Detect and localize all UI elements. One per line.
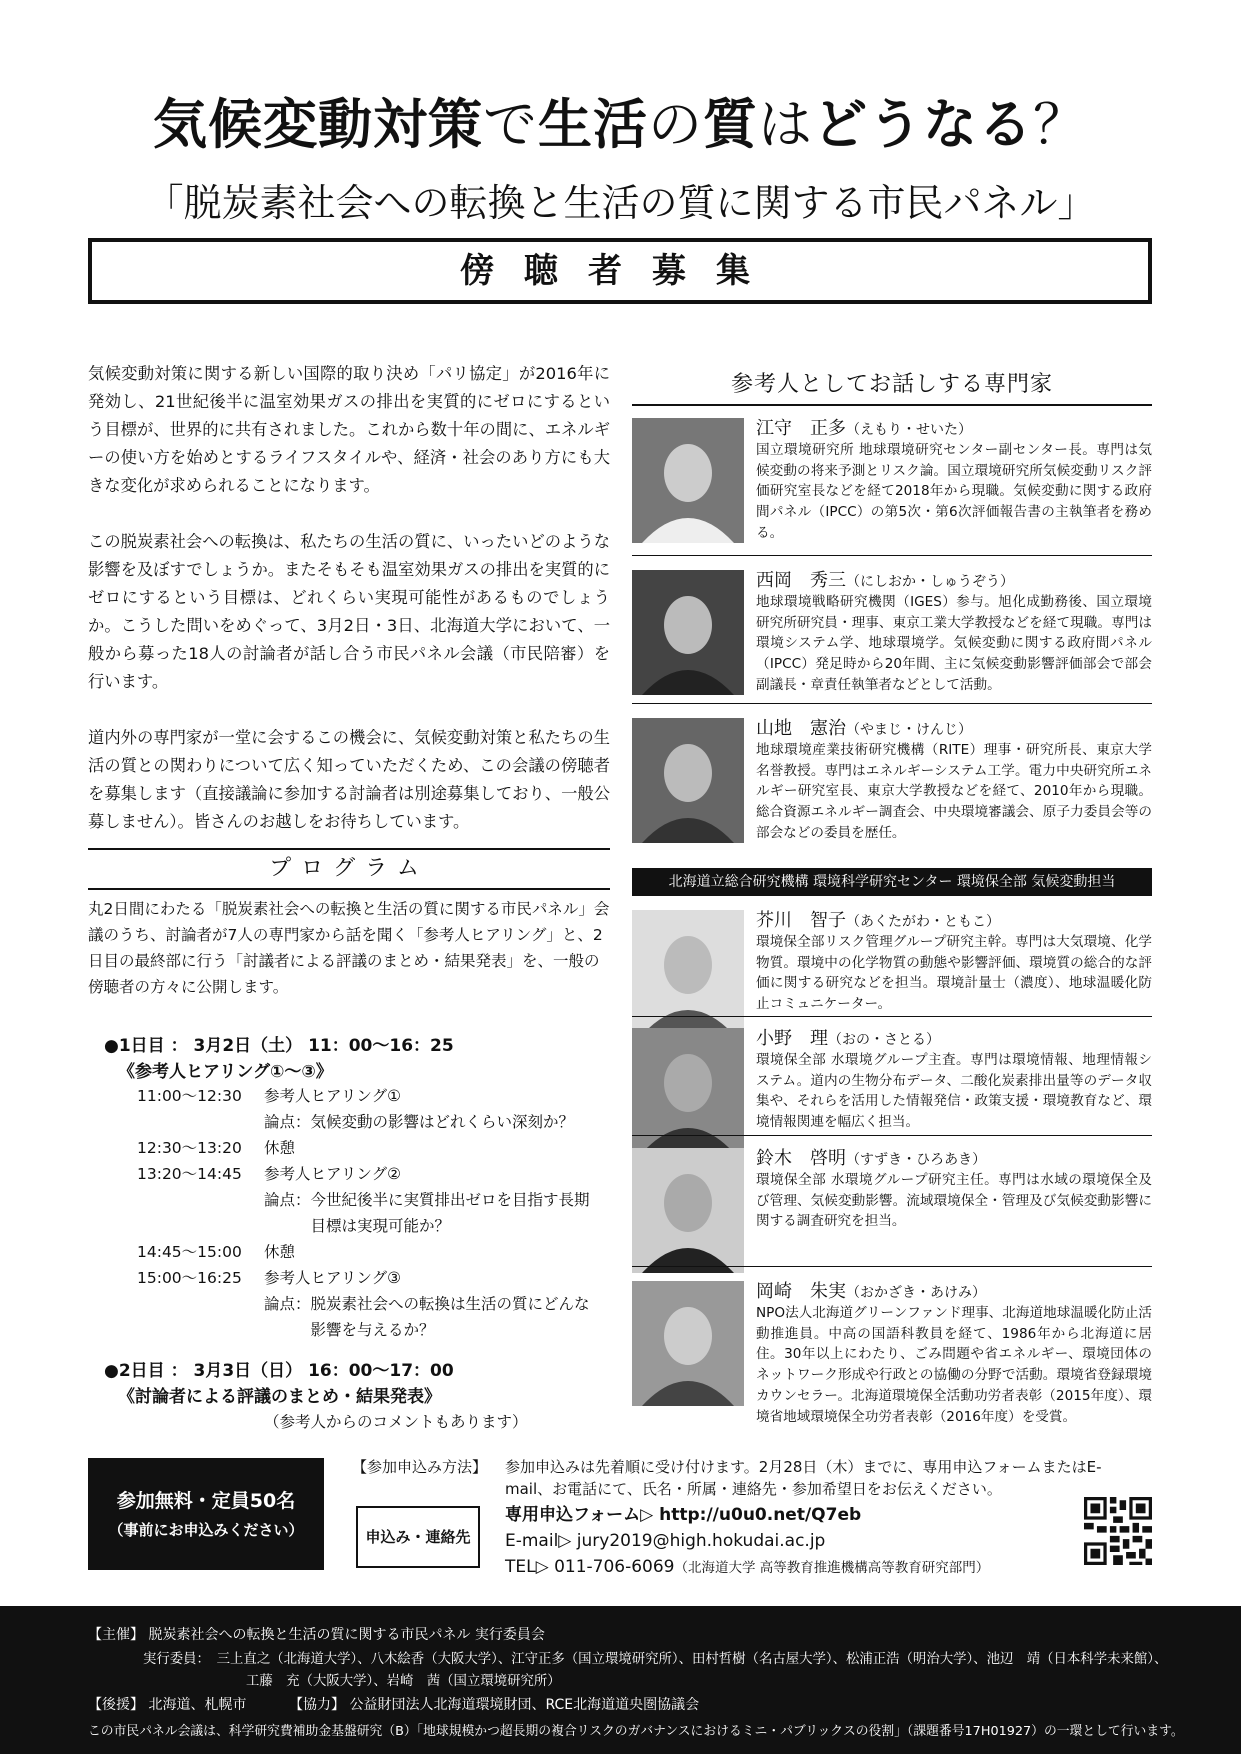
expert-name: 小野 理 xyxy=(756,1028,828,1049)
footer-cooperation: 【協力】 公益財団法人北海道環境財団、RCE北海道道央圏協議会 xyxy=(289,1697,700,1713)
contact-info xyxy=(505,1502,989,1581)
divider xyxy=(632,703,1152,704)
day1-session: 《参考人ヒアリング①～③》 xyxy=(118,1062,333,1082)
footer-committee: 工藤 充（大阪大学）、岩崎 茜（国立環境研究所） xyxy=(246,1674,561,1689)
expert-reading: （にしおか・しゅうぞう） xyxy=(846,574,1014,590)
schedule-row: 12:30～13:20 休憩 xyxy=(137,1139,296,1157)
expert-reading: （おの・さとる） xyxy=(828,1032,940,1048)
form-link[interactable]: 専用申込フォーム▷ http://u0u0.net/Q7eb xyxy=(505,1505,862,1525)
expert-name: 江守 正多 xyxy=(756,418,846,439)
page-title: 気候変動対策で生活の質はどうなる？ xyxy=(153,93,1088,156)
experts-heading: 参考人としてお話しする専門家 xyxy=(632,367,1152,406)
recruitment-heading: 傍聴者募集 xyxy=(88,238,1152,304)
schedule-row: 13:20～14:45 参考人ヒアリング② xyxy=(137,1165,401,1183)
expert-bio: 環境保全部 水環境グループ主査。専門は環境情報、地理情報システム。道内の生物分布データ、二酸化炭素排出量等のデータ収集や、それらを活用した情報発信・政策支援・環境教育など、環境情報関連を幅広く担当。 xyxy=(756,1052,1152,1131)
day2-note: （参考人からのコメントもあります） xyxy=(264,1413,528,1431)
footer-host: 【主催】 脱炭素社会への転換と生活の質に関する市民パネル 実行委員会 xyxy=(88,1627,545,1643)
schedule-row: 論点：今世紀後半に実質排出ゼロを目指す長期 xyxy=(264,1191,590,1209)
expert-photo xyxy=(632,1281,744,1406)
expert-bio: 国立環境研究所 地球環境研究センター副センター長。専門は気候変動の将来予測とリスク論。国立環境研究所気候変動リスク評価研究室長などを経て2018年から現職。気候変動に関する政府間パネル（IPCC）の第5次・第6次評価報告書の主執筆者を務める。 xyxy=(756,442,1152,541)
expert-reading: （すずき・ひろあき） xyxy=(846,1152,987,1168)
divider xyxy=(632,1135,1152,1136)
apply-method-label: 【参加申込み方法】 xyxy=(352,1458,488,1476)
divider xyxy=(632,1266,1152,1267)
day2-session: 《討論者による評議のまとめ・結果発表》 xyxy=(118,1387,441,1407)
divider xyxy=(632,555,1152,556)
expert-name: 岡崎 朱実 xyxy=(756,1281,846,1302)
schedule-row: 論点：気候変動の影響はどれくらい深刻か？ xyxy=(264,1113,575,1131)
divider xyxy=(632,1016,1152,1017)
intro-paragraph: 道内外の専門家が一堂に会するこの機会に、気候変動対策と私たちの生活の質との関わりについて広く知っていただくため、この会議の傍聴者を募集します（直接議論に参加する討論者は別途募集しており、一般公募しません）。皆さんのお越しをお待ちしています。 xyxy=(88,728,610,831)
schedule-row: 14:45～15:00 休憩 xyxy=(137,1243,296,1261)
expert-name: 西岡 秀三 xyxy=(756,570,846,591)
qr-code-icon[interactable] xyxy=(1084,1497,1152,1565)
expert-name: 芥川 智子 xyxy=(756,910,846,931)
expert-bio: NPO法人北海道グリーンファンド理事、北海道地球温暖化防止活動推進員。中高の国語科教員を経て、1986年から北海道に居住。30年以上にわたり、ごみ問題や省エネルギー、環境団体のネットワーク形成や行政との協働の分野で活動。環境省登録環境カウンセラー。北海道環境保全活動功労者表彰（2015年度）、環境省地域環境保全功労者表彰（2016年度）を受賞。 xyxy=(756,1305,1152,1425)
expert-bio: 環境保全部 水環境グループ研究主任。専門は水域の環境保全及び管理、気候変動影響。流域環境保全・管理及び気候変動影響に関する調査研究を担当。 xyxy=(756,1172,1152,1230)
expert-reading: （あくたがわ・ともこ） xyxy=(846,914,1000,930)
schedule-row: 15:00～16:25 参考人ヒアリング③ xyxy=(137,1269,401,1287)
contact-label: 申込み・連絡先 xyxy=(356,1506,480,1568)
expert-photo xyxy=(632,718,744,843)
schedule-row: 目標は実現可能か？ xyxy=(264,1217,451,1235)
schedule-row: 論点：脱炭素社会への転換は生活の質にどんな xyxy=(264,1295,590,1313)
intro-paragraph: この脱炭素社会への転換は、私たちの生活の質に、いったいどのような影響を及ぼすでしょうか。またそもそも温室効果ガスの排出を実質的にゼロにするという目標は、どれくらい実現可能性があるものでしょうか。こうした問いをめぐって、3月2日・3日、北海道大学において、一般から募った18人の討論者が話し合う市民パネル会議（市民陪審）を行います。 xyxy=(88,532,610,691)
schedule-row: 影響を与えるか？ xyxy=(264,1321,435,1339)
footer xyxy=(0,1606,1241,1754)
footer-note: この市民パネル会議は、科学研究費補助金基盤研究（B）「地球規模かつ超長期の複合リスクのガバナンスにおけるミニ・パブリックスの役割」（課題番号17H01927）の一環として行います。 xyxy=(88,1724,1184,1739)
expert-reading: （えもり・せいた） xyxy=(846,422,972,438)
day1-label: ●1日目 ： 3月2日（土） 11：00～16：25 xyxy=(104,1036,454,1056)
program-heading: プログラム xyxy=(88,848,610,890)
expert-bio: 地球環境戦略研究機関（IGES）参与。旭化成勤務後、国立環境研究所研究員・理事、東京工業大学教授などを経て現職。専門は環境システム学、地球環境学。気候変動に関する政府間パネル（IPCC）発足時から20年間、主に気候変動影響評価部会で部会副議長・章責任執筆者などとして活動。 xyxy=(756,594,1152,693)
free-admission-box xyxy=(88,1458,324,1570)
intro-text xyxy=(88,360,610,864)
footer-support: 【後援】 北海道、札幌市 xyxy=(88,1697,247,1713)
tel-line: TEL▷ 011-706-6069（北海道大学 高等教育推進機構高等教育研究部門） xyxy=(505,1557,990,1577)
expert-bio: 環境保全部リスク管理グループ研究主幹。専門は大気環境、化学物質。環境中の化学物質の動態や影響評価、環境質の総合的な評価に関する研究などを担当。環境計量士（濃度）、地球温暖化防止コミュニケーター。 xyxy=(756,934,1152,1013)
expert-reading: （やまじ・けんじ） xyxy=(846,722,972,738)
expert-name: 鈴木 啓明 xyxy=(756,1148,846,1169)
org-bar: 北海道立総合研究機構 環境科学研究センター 環境保全部 気候変動担当 xyxy=(632,868,1152,896)
expert-reading: （おかざき・あけみ） xyxy=(846,1285,986,1301)
expert-name: 山地 憲治 xyxy=(756,718,846,739)
email-link[interactable]: E-mail▷ jury2019@high.hokudai.ac.jp xyxy=(505,1531,826,1551)
day2-label: ●2日目 ： 3月3日（日） 16：00～17：00 xyxy=(104,1361,454,1381)
expert-photo xyxy=(632,570,744,695)
expert-photo xyxy=(632,1148,744,1273)
expert-bio: 地球環境産業技術研究機構（RITE）理事・研究所長、東京大学名誉教授。専門はエネルギーシステム工学。電力中央研究所エネルギー研究室長、東京大学教授などを経て、2010年から現職。総合資源エネルギー調査会、中央環境審議会、原子力委員会等の部会などの委員を歴任。 xyxy=(756,742,1152,841)
expert-photo xyxy=(632,418,744,543)
footer-committee: 実行委員： 三上直之（北海道大学）、八木絵香（大阪大学）、江守正多（国立環境研究所）、田村哲樹（名古屋大学）、松浦正浩（明治大学）、池辺 靖（日本科学未来館）、 xyxy=(143,1652,1168,1667)
intro-paragraph: 気候変動対策に関する新しい国際的取り決め「パリ協定」が2016年に発効し、21世紀後半に温室効果ガスの排出を実質的にゼロにするという目標が、世界的に共有されました。これから数十年の間に、エネルギーの使い方を始めとするライフスタイルや、経済・社会のあり方にも大きな変化が求められることになります。 xyxy=(88,364,610,495)
free-admission-title: 参加無料・定員50名 xyxy=(116,1490,296,1512)
schedule-row: 11:00～12:30 参考人ヒアリング① xyxy=(137,1087,401,1105)
page-subtitle: 「脱炭素社会への転換と生活の質に関する市民パネル」 xyxy=(145,181,1096,225)
program-intro: 丸2日間にわたる「脱炭素社会への転換と生活の質に関する市民パネル」会議のうち、討論者が7人の専門家から話を聞く「参考人ヒアリング」と、2日目の最終部に行う「討議者による評議のまとめ・結果発表」を、一般の傍聴者の方々に公開します。 xyxy=(88,900,610,996)
free-admission-note: （事前にお申込みください） xyxy=(108,1521,304,1539)
apply-method-text: 参加申込みは先着順に受け付けます。2月28日（木）までに、専用申込フォームまたはE-mail、お電話にて、氏名・所属・連絡先・参加希望日をお伝えください。 xyxy=(505,1458,1102,1498)
